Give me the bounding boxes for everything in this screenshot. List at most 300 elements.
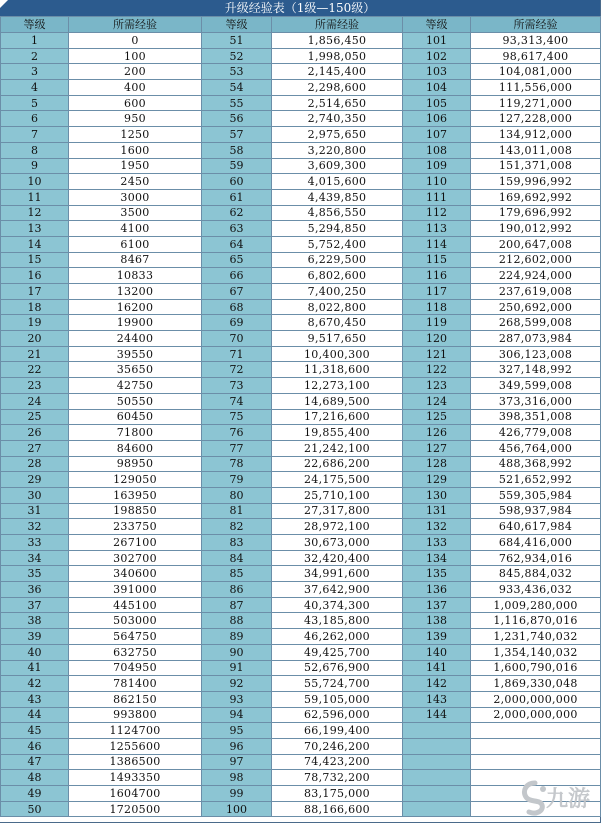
level-cell: 25 bbox=[1, 409, 69, 425]
level-cell: 137 bbox=[403, 597, 471, 613]
table-row bbox=[1, 754, 601, 770]
table-row bbox=[1, 95, 601, 111]
table-row bbox=[1, 331, 601, 347]
level-cell: 4 bbox=[1, 80, 69, 96]
exp-cell: 950 bbox=[69, 111, 202, 127]
level-cell bbox=[403, 786, 471, 802]
table-row bbox=[1, 456, 601, 472]
level-cell: 83 bbox=[202, 535, 272, 551]
table-row bbox=[1, 205, 601, 221]
level-cell: 38 bbox=[1, 613, 69, 629]
level-cell: 10 bbox=[1, 174, 69, 190]
header-level-1: 等级 bbox=[1, 17, 69, 33]
level-cell: 34 bbox=[1, 550, 69, 566]
level-cell: 63 bbox=[202, 221, 272, 237]
level-cell: 109 bbox=[403, 158, 471, 174]
table-row bbox=[1, 691, 601, 707]
level-cell: 28 bbox=[1, 456, 69, 472]
level-cell: 9 bbox=[1, 158, 69, 174]
level-cell: 90 bbox=[202, 644, 272, 660]
level-cell: 26 bbox=[1, 425, 69, 441]
exp-cell: 762,934,016 bbox=[471, 550, 601, 566]
level-cell: 19 bbox=[1, 315, 69, 331]
level-cell: 103 bbox=[403, 64, 471, 80]
level-cell: 44 bbox=[1, 707, 69, 723]
table-row bbox=[1, 535, 601, 551]
level-cell: 1 bbox=[1, 33, 69, 49]
level-cell: 142 bbox=[403, 676, 471, 692]
level-cell: 51 bbox=[202, 33, 272, 49]
exp-cell: 400 bbox=[69, 80, 202, 96]
level-cell: 114 bbox=[403, 236, 471, 252]
level-cell: 6 bbox=[1, 111, 69, 127]
exp-cell: 43,185,800 bbox=[272, 613, 403, 629]
level-cell: 78 bbox=[202, 456, 272, 472]
level-cell: 144 bbox=[403, 707, 471, 723]
exp-cell: 163950 bbox=[69, 487, 202, 503]
exp-cell: 9,517,650 bbox=[272, 331, 403, 347]
table-row bbox=[1, 127, 601, 143]
exp-cell: 60450 bbox=[69, 409, 202, 425]
exp-cell: 391000 bbox=[69, 582, 202, 598]
level-cell: 129 bbox=[403, 472, 471, 488]
exp-cell: 17,216,600 bbox=[272, 409, 403, 425]
level-cell: 97 bbox=[202, 754, 272, 770]
table-row bbox=[1, 644, 601, 660]
exp-cell: 46,262,000 bbox=[272, 629, 403, 645]
exp-cell: 10833 bbox=[69, 268, 202, 284]
exp-cell: 98950 bbox=[69, 456, 202, 472]
exp-cell: 129050 bbox=[69, 472, 202, 488]
exp-cell: 327,148,992 bbox=[471, 362, 601, 378]
exp-cell: 12,273,100 bbox=[272, 378, 403, 394]
exp-cell: 993800 bbox=[69, 707, 202, 723]
exp-cell: 2,740,350 bbox=[272, 111, 403, 127]
exp-cell: 70,246,200 bbox=[272, 738, 403, 754]
exp-table bbox=[0, 16, 601, 817]
level-cell: 49 bbox=[1, 786, 69, 802]
level-cell: 67 bbox=[202, 284, 272, 300]
level-cell: 106 bbox=[403, 111, 471, 127]
table-row bbox=[1, 346, 601, 362]
level-cell: 72 bbox=[202, 362, 272, 378]
exp-cell: 1720500 bbox=[69, 801, 202, 817]
level-cell: 37 bbox=[1, 597, 69, 613]
level-cell: 127 bbox=[403, 440, 471, 456]
exp-cell: 37,642,900 bbox=[272, 582, 403, 598]
exp-cell: 2,000,000,000 bbox=[471, 707, 601, 723]
level-cell: 92 bbox=[202, 676, 272, 692]
exp-cell: 340600 bbox=[69, 566, 202, 582]
exp-cell: 74,423,200 bbox=[272, 754, 403, 770]
exp-cell: 1604700 bbox=[69, 786, 202, 802]
table-row bbox=[1, 770, 601, 786]
corner-fold bbox=[0, 0, 8, 8]
exp-cell: 200 bbox=[69, 64, 202, 80]
exp-cell: 49,425,700 bbox=[272, 644, 403, 660]
exp-cell: 0 bbox=[69, 33, 202, 49]
level-cell: 107 bbox=[403, 127, 471, 143]
level-cell: 27 bbox=[1, 440, 69, 456]
level-cell: 76 bbox=[202, 425, 272, 441]
level-cell: 113 bbox=[403, 221, 471, 237]
exp-cell: 521,652,992 bbox=[471, 472, 601, 488]
table-row bbox=[1, 503, 601, 519]
exp-cell: 4,015,600 bbox=[272, 174, 403, 190]
table-row bbox=[1, 660, 601, 676]
level-cell: 32 bbox=[1, 519, 69, 535]
level-cell: 89 bbox=[202, 629, 272, 645]
exp-cell: 59,105,000 bbox=[272, 691, 403, 707]
exp-cell: 1,998,050 bbox=[272, 48, 403, 64]
table-row bbox=[1, 723, 601, 739]
exp-cell: 10,400,300 bbox=[272, 346, 403, 362]
level-cell: 11 bbox=[1, 189, 69, 205]
level-cell: 141 bbox=[403, 660, 471, 676]
table-row bbox=[1, 378, 601, 394]
level-cell: 35 bbox=[1, 566, 69, 582]
level-cell: 115 bbox=[403, 252, 471, 268]
level-cell: 75 bbox=[202, 409, 272, 425]
level-cell: 30 bbox=[1, 487, 69, 503]
table-row bbox=[1, 738, 601, 754]
table-row bbox=[1, 189, 601, 205]
level-cell: 17 bbox=[1, 284, 69, 300]
table-row bbox=[1, 707, 601, 723]
header-level-3: 等级 bbox=[403, 17, 471, 33]
level-cell: 133 bbox=[403, 535, 471, 551]
table-title bbox=[0, 0, 600, 16]
table-row bbox=[1, 362, 601, 378]
level-cell: 24 bbox=[1, 393, 69, 409]
table-row bbox=[1, 786, 601, 802]
exp-cell: 27,317,800 bbox=[272, 503, 403, 519]
table-row bbox=[1, 393, 601, 409]
table-row bbox=[1, 268, 601, 284]
table-row bbox=[1, 597, 601, 613]
exp-cell: 19900 bbox=[69, 315, 202, 331]
level-cell: 87 bbox=[202, 597, 272, 613]
level-cell: 86 bbox=[202, 582, 272, 598]
level-cell: 15 bbox=[1, 252, 69, 268]
exp-cell: 88,166,600 bbox=[272, 801, 403, 817]
exp-cell: 143,011,008 bbox=[471, 142, 601, 158]
exp-cell: 6100 bbox=[69, 236, 202, 252]
exp-cell: 781400 bbox=[69, 676, 202, 692]
header-exp-3: 所需经验 bbox=[471, 17, 601, 33]
exp-cell: 564750 bbox=[69, 629, 202, 645]
exp-cell: 4,439,850 bbox=[272, 189, 403, 205]
level-cell: 124 bbox=[403, 393, 471, 409]
exp-cell: 100 bbox=[69, 48, 202, 64]
exp-cell: 16200 bbox=[69, 299, 202, 315]
table-row bbox=[1, 142, 601, 158]
exp-cell: 52,676,900 bbox=[272, 660, 403, 676]
level-cell: 98 bbox=[202, 770, 272, 786]
table-row bbox=[1, 33, 601, 49]
table-row bbox=[1, 440, 601, 456]
level-cell: 105 bbox=[403, 95, 471, 111]
table-row bbox=[1, 676, 601, 692]
level-cell: 110 bbox=[403, 174, 471, 190]
level-cell: 20 bbox=[1, 331, 69, 347]
exp-cell: 598,937,984 bbox=[471, 503, 601, 519]
level-cell: 81 bbox=[202, 503, 272, 519]
level-cell: 94 bbox=[202, 707, 272, 723]
exp-cell: 104,081,000 bbox=[471, 64, 601, 80]
exp-cell: 8,670,450 bbox=[272, 315, 403, 331]
level-cell: 123 bbox=[403, 378, 471, 394]
level-cell: 66 bbox=[202, 268, 272, 284]
exp-cell: 98,617,400 bbox=[471, 48, 601, 64]
exp-cell: 1950 bbox=[69, 158, 202, 174]
table-row bbox=[1, 613, 601, 629]
level-cell: 70 bbox=[202, 331, 272, 347]
table-row bbox=[1, 582, 601, 598]
exp-cell: 24,175,500 bbox=[272, 472, 403, 488]
level-cell: 101 bbox=[403, 33, 471, 49]
exp-cell: 3,609,300 bbox=[272, 158, 403, 174]
level-cell: 125 bbox=[403, 409, 471, 425]
level-cell: 121 bbox=[403, 346, 471, 362]
exp-cell bbox=[471, 738, 601, 754]
exp-cell: 862150 bbox=[69, 691, 202, 707]
level-cell: 7 bbox=[1, 127, 69, 143]
exp-cell: 190,012,992 bbox=[471, 221, 601, 237]
exp-cell: 1255600 bbox=[69, 738, 202, 754]
level-cell: 18 bbox=[1, 299, 69, 315]
exp-cell: 28,972,100 bbox=[272, 519, 403, 535]
level-cell: 117 bbox=[403, 284, 471, 300]
exp-cell: 11,318,600 bbox=[272, 362, 403, 378]
exp-cell: 559,305,984 bbox=[471, 487, 601, 503]
exp-cell: 267100 bbox=[69, 535, 202, 551]
level-cell: 57 bbox=[202, 127, 272, 143]
level-cell: 130 bbox=[403, 487, 471, 503]
level-cell: 95 bbox=[202, 723, 272, 739]
level-cell: 100 bbox=[202, 801, 272, 817]
table-row bbox=[1, 80, 601, 96]
level-cell: 46 bbox=[1, 738, 69, 754]
exp-cell: 6,802,600 bbox=[272, 268, 403, 284]
level-cell: 68 bbox=[202, 299, 272, 315]
exp-cell: 704950 bbox=[69, 660, 202, 676]
exp-cell: 71800 bbox=[69, 425, 202, 441]
level-cell: 55 bbox=[202, 95, 272, 111]
level-cell: 131 bbox=[403, 503, 471, 519]
level-cell: 45 bbox=[1, 723, 69, 739]
level-cell: 102 bbox=[403, 48, 471, 64]
exp-cell bbox=[471, 754, 601, 770]
table-row bbox=[1, 566, 601, 582]
level-cell: 99 bbox=[202, 786, 272, 802]
exp-cell: 1386500 bbox=[69, 754, 202, 770]
level-cell: 128 bbox=[403, 456, 471, 472]
exp-cell: 1600 bbox=[69, 142, 202, 158]
table-row bbox=[1, 64, 601, 80]
level-cell: 58 bbox=[202, 142, 272, 158]
level-cell: 143 bbox=[403, 691, 471, 707]
level-cell: 84 bbox=[202, 550, 272, 566]
table-row bbox=[1, 158, 601, 174]
exp-cell: 503000 bbox=[69, 613, 202, 629]
level-cell bbox=[403, 801, 471, 817]
level-cell: 14 bbox=[1, 236, 69, 252]
level-cell: 52 bbox=[202, 48, 272, 64]
exp-cell: 169,692,992 bbox=[471, 189, 601, 205]
exp-cell: 3000 bbox=[69, 189, 202, 205]
level-cell: 29 bbox=[1, 472, 69, 488]
exp-cell: 25,710,100 bbox=[272, 487, 403, 503]
exp-cell: 200,647,008 bbox=[471, 236, 601, 252]
exp-cell: 62,596,000 bbox=[272, 707, 403, 723]
level-cell: 42 bbox=[1, 676, 69, 692]
level-cell: 104 bbox=[403, 80, 471, 96]
level-cell: 2 bbox=[1, 48, 69, 64]
level-cell: 74 bbox=[202, 393, 272, 409]
exp-cell: 2,145,400 bbox=[272, 64, 403, 80]
exp-cell: 34,991,600 bbox=[272, 566, 403, 582]
header-exp-2: 所需经验 bbox=[272, 17, 403, 33]
exp-cell: 445100 bbox=[69, 597, 202, 613]
level-cell: 69 bbox=[202, 315, 272, 331]
header-row bbox=[1, 17, 601, 33]
exp-cell: 233750 bbox=[69, 519, 202, 535]
header-level-2: 等级 bbox=[202, 17, 272, 33]
level-cell: 116 bbox=[403, 268, 471, 284]
exp-cell: 1,231,740,032 bbox=[471, 629, 601, 645]
exp-cell: 83,175,000 bbox=[272, 786, 403, 802]
level-cell: 64 bbox=[202, 236, 272, 252]
exp-cell: 488,368,992 bbox=[471, 456, 601, 472]
exp-cell: 40,374,300 bbox=[272, 597, 403, 613]
exp-cell: 1,009,280,000 bbox=[471, 597, 601, 613]
exp-cell: 250,692,000 bbox=[471, 299, 601, 315]
table-row bbox=[1, 519, 601, 535]
level-cell bbox=[403, 754, 471, 770]
exp-cell: 19,855,400 bbox=[272, 425, 403, 441]
exp-cell: 32,420,400 bbox=[272, 550, 403, 566]
exp-cell: 78,732,200 bbox=[272, 770, 403, 786]
exp-cell: 5,752,400 bbox=[272, 236, 403, 252]
table-title-text: 升级经验表（1级—150级） bbox=[224, 1, 376, 15]
level-cell: 82 bbox=[202, 519, 272, 535]
level-cell bbox=[403, 738, 471, 754]
level-cell bbox=[403, 770, 471, 786]
level-cell: 122 bbox=[403, 362, 471, 378]
level-cell: 138 bbox=[403, 613, 471, 629]
table-body bbox=[1, 33, 601, 817]
exp-cell: 13200 bbox=[69, 284, 202, 300]
exp-cell: 21,242,100 bbox=[272, 440, 403, 456]
exp-cell: 7,400,250 bbox=[272, 284, 403, 300]
exp-cell: 1250 bbox=[69, 127, 202, 143]
table-row bbox=[1, 174, 601, 190]
level-cell: 118 bbox=[403, 299, 471, 315]
table-row bbox=[1, 409, 601, 425]
level-cell: 40 bbox=[1, 644, 69, 660]
exp-cell: 426,779,008 bbox=[471, 425, 601, 441]
level-cell: 112 bbox=[403, 205, 471, 221]
level-cell: 111 bbox=[403, 189, 471, 205]
exp-cell: 4,856,550 bbox=[272, 205, 403, 221]
exp-cell: 373,316,000 bbox=[471, 393, 601, 409]
exp-cell: 2450 bbox=[69, 174, 202, 190]
exp-cell: 306,123,008 bbox=[471, 346, 601, 362]
level-cell: 36 bbox=[1, 582, 69, 598]
watermark-text: 九游 bbox=[546, 787, 591, 812]
level-cell: 62 bbox=[202, 205, 272, 221]
table-row bbox=[1, 315, 601, 331]
level-cell: 108 bbox=[403, 142, 471, 158]
exp-cell: 3,220,800 bbox=[272, 142, 403, 158]
exp-cell: 1493350 bbox=[69, 770, 202, 786]
table-row bbox=[1, 425, 601, 441]
exp-cell: 134,912,000 bbox=[471, 127, 601, 143]
exp-cell: 237,619,008 bbox=[471, 284, 601, 300]
exp-cell: 1,354,140,032 bbox=[471, 644, 601, 660]
table-row bbox=[1, 629, 601, 645]
exp-cell: 39550 bbox=[69, 346, 202, 362]
level-cell: 16 bbox=[1, 268, 69, 284]
exp-cell: 224,924,000 bbox=[471, 268, 601, 284]
level-cell: 56 bbox=[202, 111, 272, 127]
level-cell: 96 bbox=[202, 738, 272, 754]
level-cell: 119 bbox=[403, 315, 471, 331]
table-row bbox=[1, 550, 601, 566]
exp-cell: 1,856,450 bbox=[272, 33, 403, 49]
level-cell: 13 bbox=[1, 221, 69, 237]
exp-cell: 14,689,500 bbox=[272, 393, 403, 409]
exp-cell: 8,022,800 bbox=[272, 299, 403, 315]
table-row bbox=[1, 48, 601, 64]
level-cell: 136 bbox=[403, 582, 471, 598]
exp-cell: 127,228,000 bbox=[471, 111, 601, 127]
level-cell: 132 bbox=[403, 519, 471, 535]
exp-cell: 55,724,700 bbox=[272, 676, 403, 692]
level-cell: 65 bbox=[202, 252, 272, 268]
exp-cell: 111,556,000 bbox=[471, 80, 601, 96]
table-row bbox=[1, 299, 601, 315]
exp-cell: 119,271,000 bbox=[471, 95, 601, 111]
table-row bbox=[1, 472, 601, 488]
level-cell: 47 bbox=[1, 754, 69, 770]
level-cell: 77 bbox=[202, 440, 272, 456]
exp-cell: 2,514,650 bbox=[272, 95, 403, 111]
level-cell: 33 bbox=[1, 535, 69, 551]
exp-cell: 2,000,000,000 bbox=[471, 691, 601, 707]
exp-cell: 35650 bbox=[69, 362, 202, 378]
exp-cell: 684,416,000 bbox=[471, 535, 601, 551]
exp-cell: 179,696,992 bbox=[471, 205, 601, 221]
level-cell: 140 bbox=[403, 644, 471, 660]
exp-cell: 933,436,032 bbox=[471, 582, 601, 598]
table-row bbox=[1, 284, 601, 300]
level-cell: 120 bbox=[403, 331, 471, 347]
exp-cell: 398,351,008 bbox=[471, 409, 601, 425]
level-cell: 93 bbox=[202, 691, 272, 707]
exp-cell: 4100 bbox=[69, 221, 202, 237]
level-cell: 71 bbox=[202, 346, 272, 362]
exp-cell: 42750 bbox=[69, 378, 202, 394]
exp-cell bbox=[471, 723, 601, 739]
exp-cell: 600 bbox=[69, 95, 202, 111]
exp-cell: 287,073,984 bbox=[471, 331, 601, 347]
level-cell: 31 bbox=[1, 503, 69, 519]
level-cell: 126 bbox=[403, 425, 471, 441]
level-cell: 48 bbox=[1, 770, 69, 786]
level-cell: 139 bbox=[403, 629, 471, 645]
